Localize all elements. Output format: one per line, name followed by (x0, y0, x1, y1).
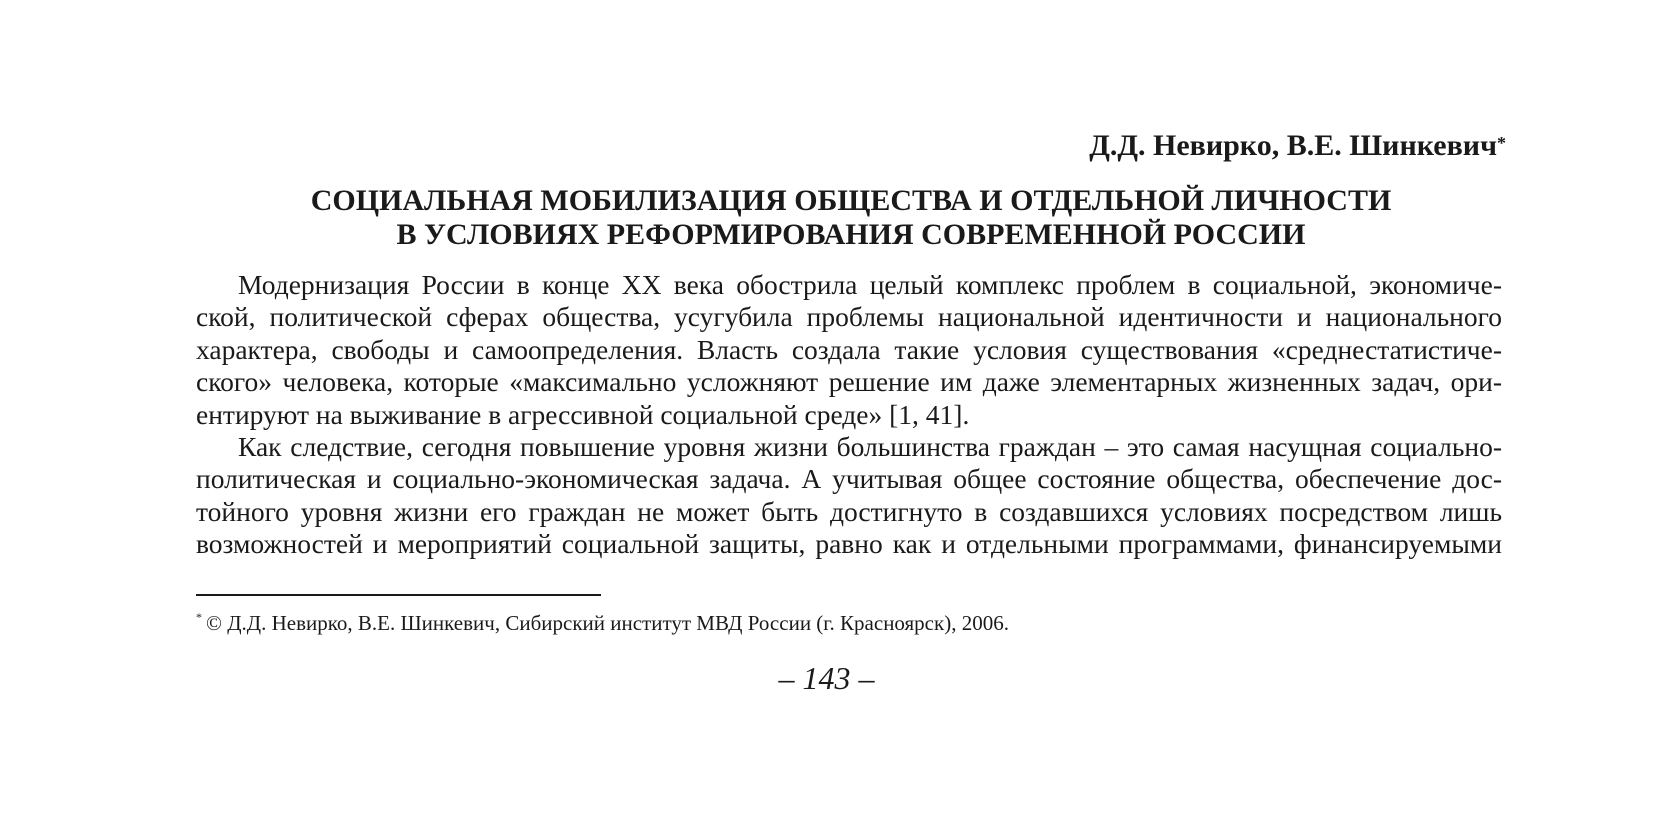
paragraph-2 (196, 431, 1502, 561)
title-line-1: СОЦИАЛЬНАЯ МОБИЛИЗАЦИЯ ОБЩЕСТВА И ОТДЕЛЬНОЙ ЛИЧНОСТИ (310, 184, 1392, 217)
title-line-2: В УСЛОВИЯХ РЕФОРМИРОВАНИЯ СОВРЕМЕННОЙ РОССИИ (396, 218, 1306, 251)
page-number: – 143 – (778, 660, 875, 696)
paragraph-line: Модернизация России в конце XX века обострила целый комплекс проблем в социальной, экономиче- (238, 269, 1502, 300)
article-title (196, 184, 1506, 252)
author-names: Д.Д. Невирко, В.Е. Шинкевич (1089, 129, 1497, 162)
footnote-text: © Д.Д. Невирко, В.Е. Шинкевич, Сибирский институт МВД России (г. Красноярск), 2006. (206, 611, 1009, 635)
paragraph-line: ентируют на выживание в агрессивной социальной среде» [1, 41]. (196, 398, 970, 430)
paragraph-line: тойного уровня жизни его граждан не может быть достигнуто в создавшихся условиях посредством лишь (196, 495, 1502, 527)
authors-line (1089, 128, 1506, 164)
paragraph-line: ского» человека, которые «максимально усложняют решение им даже элементарных жизненных задач, ори- (196, 366, 1502, 398)
paragraph-line: характера, свободы и самоопределения. Власть создала такие условия существования «среднестатистиче- (196, 333, 1502, 365)
author-footnote-mark: * (1497, 133, 1506, 153)
paragraph-line: Как следствие, сегодня повышение уровня жизни большинства граждан – это самая насущная социально- (238, 430, 1502, 462)
footnote (196, 611, 1009, 636)
article-body (196, 269, 1502, 561)
paragraph-line: возможностей и мероприятий социальной защиты, равно как и отдельными программами, финансируемыми (196, 528, 1502, 560)
paragraph-1 (196, 269, 1502, 431)
footnote-mark: * (196, 610, 202, 624)
footnote-separator (196, 594, 601, 596)
paragraph-line: политическая и социально-экономическая задача. А учитывая общее состояние общества, обеспечение дос- (196, 463, 1502, 495)
paragraph-line: ской, политической сферах общества, усугубила проблемы национальной идентичности и национального (196, 301, 1502, 333)
